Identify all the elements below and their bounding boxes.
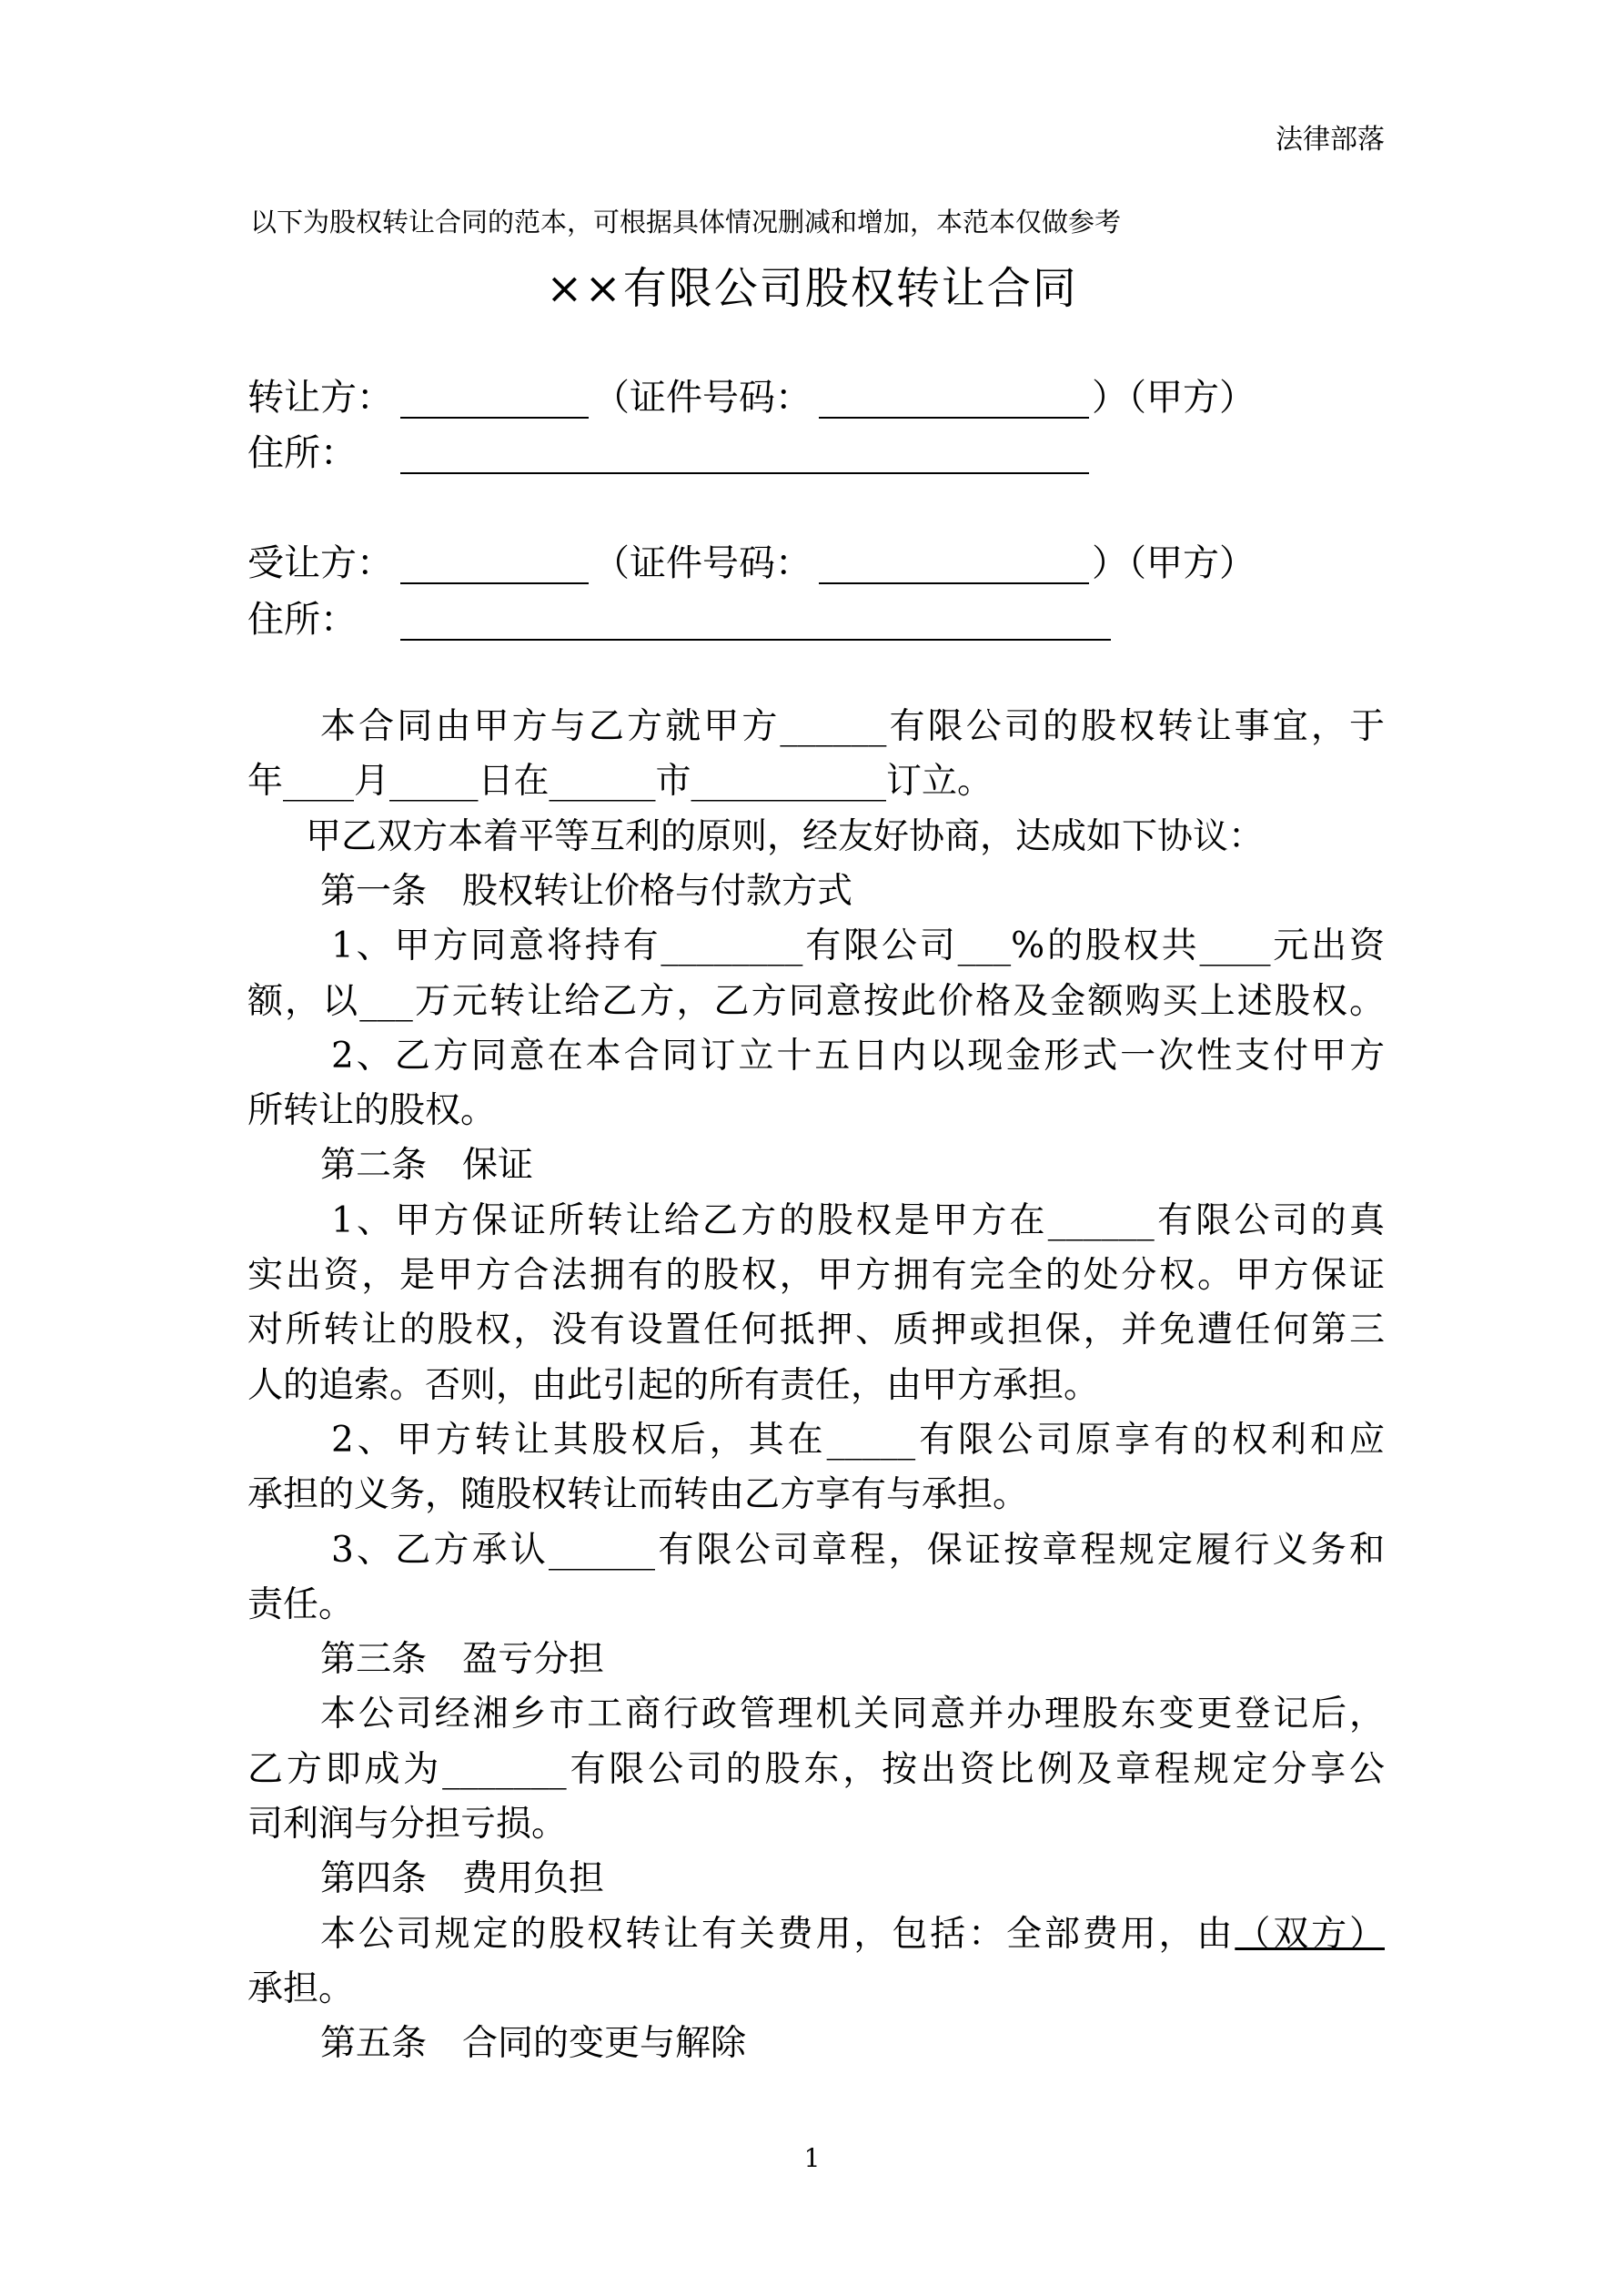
id-blank: [819, 542, 1089, 584]
body-line: [247, 1084, 1385, 1138]
body-text: 乙方即成为_______有限公司的股东，按出资比例及章程规定分享公: [247, 1748, 1385, 1790]
body-text: 本合同由甲方与乙方就甲方______有限公司的股权转让事宜，于: [320, 706, 1385, 747]
body-text: 人的追索。否则，由此引起的所有责任，由甲方承担。: [247, 1364, 1100, 1406]
body-text: 额，以___万元转让给乙方，乙方同意按此价格及金额购买上述股权。: [247, 980, 1385, 1022]
body-line: [320, 1852, 1385, 1907]
address-label: 住所：: [247, 432, 357, 474]
body-line: [320, 700, 1385, 754]
body-line: [247, 1359, 1385, 1413]
body-text: 年____月_____日在______市___________订立。: [247, 761, 994, 803]
body-line: [247, 1743, 1385, 1797]
name-blank: [400, 542, 589, 584]
body-line: [320, 2017, 1385, 2071]
body-text: 3、乙方承认______有限公司章程，保证按章程规定履行义务和: [331, 1529, 1385, 1571]
body-text: 1、甲方保证所转让给乙方的股权是甲方在______有限公司的真: [331, 1199, 1385, 1241]
body-line: [331, 1194, 1385, 1249]
body-line: [320, 1138, 1385, 1193]
underlined-party: （双方）: [1235, 1913, 1385, 1955]
body-line: [331, 919, 1385, 974]
document-title: ××有限公司股权转让合同: [546, 263, 1078, 314]
party-label: 转让方：: [247, 377, 393, 419]
body-line: [247, 1797, 1385, 1852]
body-text: 所转让的股权。: [247, 1090, 497, 1132]
address-label: 住所：: [247, 599, 357, 641]
body-text: 第一条 股权转让价格与付款方式: [320, 870, 853, 912]
address-blank: [400, 432, 1089, 474]
body-text: 实出资，是甲方合法拥有的股权，甲方拥有完全的处分权。甲方保证: [247, 1255, 1385, 1296]
id-label: （证件号码：: [593, 542, 812, 584]
body-text: 司利润与分担亏损。: [247, 1804, 568, 1845]
body-line: [331, 1413, 1385, 1468]
body-text: 第五条 合同的变更与解除: [320, 2023, 747, 2065]
body-line: [247, 975, 1385, 1029]
body-line: [320, 865, 1385, 919]
body-line: [320, 1687, 1385, 1742]
body-text: 第三条 盈亏分担: [320, 1639, 605, 1681]
body-text: 承担。: [247, 1967, 355, 2009]
id-blank: [819, 377, 1089, 419]
body-text: 本公司经湘乡市工商行政管理机关同意并办理股东变更登记后，: [320, 1694, 1385, 1735]
body-text: 2、乙方同意在本合同订立十五日内以现金形式一次性支付甲方: [331, 1035, 1385, 1077]
template-note: 以下为股权转让合同的范本，可根据具体情况删减和增加，本范本仅做参考: [250, 207, 1122, 238]
body-line: [331, 1029, 1385, 1084]
body-line: [247, 1962, 1385, 2017]
page-number: 1: [803, 2143, 821, 2173]
body-line: [331, 1523, 1385, 1578]
body-line: [247, 1468, 1385, 1522]
id-label: （证件号码：: [593, 377, 812, 419]
party-label: 受让方：: [247, 542, 393, 584]
body-line: [247, 1303, 1385, 1358]
name-blank: [400, 377, 589, 419]
body-text: 第四条 费用负担: [320, 1858, 605, 1900]
body-text: 甲乙双方本着平等互利的原则，经友好协商，达成如下协议：: [306, 815, 1265, 857]
address-blank: [400, 599, 1111, 641]
body-text: 本公司规定的股权转让有关费用，包括：全部费用，由: [320, 1913, 1236, 1955]
body-text: 第二条 保证: [320, 1145, 534, 1187]
body-line: [320, 1633, 1385, 1687]
body-text: 责任。: [247, 1583, 355, 1625]
header-mark: 法律部落: [1276, 124, 1385, 156]
body-line: [247, 1249, 1385, 1303]
body-text: 2、甲方转让其股权后，其在_____有限公司原享有的权利和应: [331, 1419, 1385, 1461]
body-line: [320, 1907, 1385, 1962]
body-line: [306, 810, 1385, 865]
body-text: 对所转让的股权，没有设置任何抵押、质押或担保，并免遭任何第三: [247, 1310, 1385, 1351]
role-label: ）（甲方）: [1092, 377, 1256, 419]
body-line: [247, 754, 1385, 809]
body-text: 承担的义务，随股权转让而转由乙方享有与承担。: [247, 1474, 1029, 1516]
body-text: 1、甲方同意将持有________有限公司___%的股权共____元出资: [331, 925, 1385, 967]
role-label: ）（甲方）: [1092, 542, 1256, 584]
body-line: [247, 1578, 1385, 1633]
